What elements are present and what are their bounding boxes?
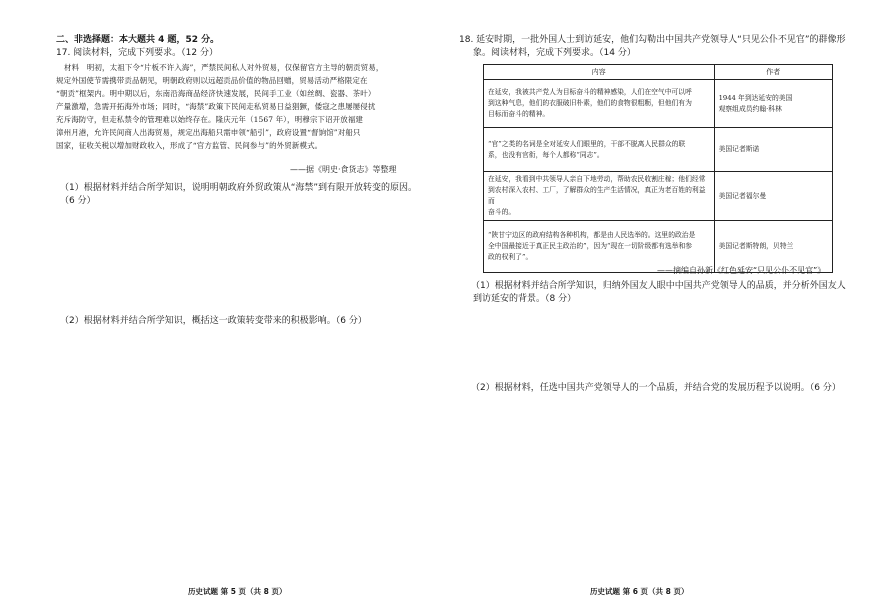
q17-heading: 17. 阅读材料，完成下列要求。（12 分） <box>56 48 218 58</box>
q17-material-line: 产量激增，急需开拓海外市场；同时，“海禁”政策下民间走私贸易日益猖獗，倭寇之患屡屡侵扰 <box>56 102 376 111</box>
q17-material-line: 国家，征收关税以增加财政收入，形成了“官方监管、民间参与”的外贸新模式。 <box>56 141 323 150</box>
q17-material-line: 漳州月港，允许民间商人出海贸易，规定出海船只需申领“船引”，政府设置“督饷馆”对船只 <box>56 128 361 137</box>
table-cell-content: 在延安，我看到中共领导人亲自下地劳动，帮助农民收割庄稼；他们经常 到农村深入农村、工厂，了解群众的生产生活情况，真正为老百姓的利益而 奋斗的。 <box>484 172 715 221</box>
table-header-row <box>484 65 833 80</box>
table-cell-content: “陕甘宁边区的政府结构各种机构，都是由人民选举的。这里的政治是 全中国最接近于真正民主政治的”，因为“现在一切阶级都有选举和参 政的权利了”。 <box>484 221 715 273</box>
q18-source: ——摘编自孙新《红色延安“只见公仆不见官”》 <box>657 266 826 275</box>
q17-sub1: （1）根据材料并结合所学知识，说明明朝政府外贸政策从“海禁”到有限开放转变的原因。 <box>60 183 418 193</box>
right-page <box>435 0 870 615</box>
section-heading: 二、非选择题：本大题共 4 题，52 分。 <box>56 35 220 45</box>
table-cell-content: 在延安，我被共产党人为目标奋斗的精神感染，人们在空气中可以呼 到这种气息，他们的衣服破旧朴素，他们的食物很粗粝，但他们有为 目标而奋斗的精神。 <box>484 80 715 128</box>
q17-material-line: 材料 明初，太祖下令“片板不许入海”，严禁民间私人对外贸易，仅保留官方主导的朝贡贸易， <box>64 63 384 72</box>
q18-heading-cont: 象。阅读材料，完成下列要求。（14 分） <box>473 48 636 58</box>
table-header-author: 作者 <box>714 65 832 80</box>
q17-source: ——据《明史·食货志》等整理 <box>290 165 397 174</box>
q18-sub2: （2）根据材料，任选中国共产党领导人的一个品质，并结合党的发展历程予以说明。（6 分） <box>471 383 841 393</box>
page-footer-left: 历史试题 第 5 页（共 8 页） <box>188 587 287 596</box>
q17-material-line: 充斥海防守，但走私禁令的管理难以始终存在。隆庆元年（1567 年），明穆宗下诏开放福建 <box>56 115 364 124</box>
q18-heading: 18. 延安时期，一批外国人士到访延安，他们勾勒出中国共产党领导人“只见公仆不见官”的群像形 <box>459 35 846 45</box>
table-cell-author: 1944 年到达延安的美国 观察组成员约翰·科林 <box>714 80 832 128</box>
q17-material-line: “朝贡”框架内。明中期以后，东南沿海商品经济快速发展，民间手工业（如丝绸、瓷器、茶叶） <box>56 89 376 98</box>
page-footer-right: 历史试题 第 6 页（共 8 页） <box>590 587 689 596</box>
table-row <box>484 80 833 128</box>
q17-material-line: 规定外国使节需携带贡品朝见，明朝政府则以远超贡品价值的物品回赠，贸易活动严格限定在 <box>56 76 368 85</box>
table-header-content: 内容 <box>484 65 715 80</box>
q18-sub1: （1）根据材料并结合所学知识，归纳外国友人眼中中国共产党领导人的品质，并分析外国友人 <box>471 281 846 291</box>
table-row <box>484 128 833 172</box>
q17-sub2: （2）根据材料并结合所学知识，概括这一政策转变带来的积极影响。（6 分） <box>60 316 367 326</box>
table-cell-author: 美国记者福尔曼 <box>714 172 832 221</box>
table-cell-content: “官”之类的名词是全对延安人们眼里的，干部不脱离人民群众的联 系，也没有官衔，每个人都称“同志”。 <box>484 128 715 172</box>
q18-sub1-cont: 到访延安的背景。（8 分） <box>473 294 577 304</box>
table-row <box>484 172 833 221</box>
q17-sub1-score: （6 分） <box>60 196 96 206</box>
material-table <box>483 64 833 273</box>
table-cell-author: 美国记者斯特朗，贝特兰 <box>714 221 832 273</box>
table-cell-author: 美国记者斯诺 <box>714 128 832 172</box>
